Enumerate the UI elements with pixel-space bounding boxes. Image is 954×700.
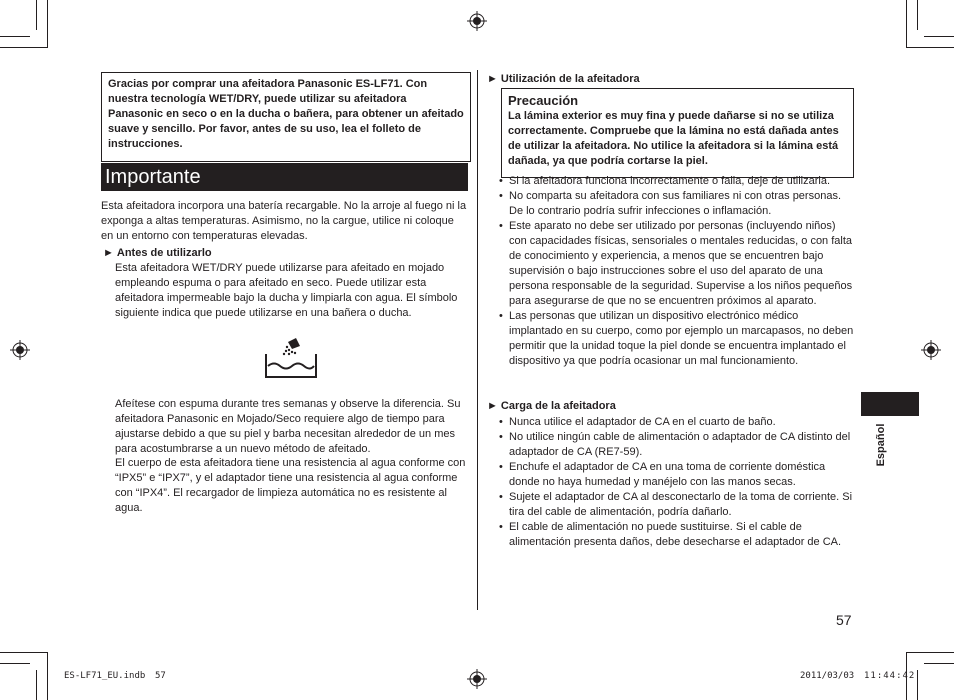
crop-mark [47, 0, 48, 48]
crop-mark [0, 652, 48, 653]
list-item: • El cable de alimentación no puede sustituirse. Si el cable de alimentación presenta daños, debe desecharse el adaptador de CA. [499, 520, 855, 550]
column-divider [477, 70, 478, 610]
section-title: Importante [101, 163, 468, 191]
crop-mark [36, 0, 37, 30]
crop-mark [47, 652, 48, 700]
list-item: • Enchufe el adaptador de CA en una toma de corriente doméstica donde no haya humedad y manéjelo con las manos secas. [499, 460, 855, 490]
charge-bullet-list [499, 415, 855, 550]
list-item: • Sujete el adaptador de CA al desconectarlo de la toma de corriente. Si tira del cable de alimentación, podría dañarlo. [499, 490, 855, 520]
list-item: • Si la afeitadora funciona incorrectamente o falla, deje de utilizarla. [499, 174, 855, 189]
footer-date: 2011/03/03 [800, 671, 855, 681]
use-bullet-list [499, 174, 855, 369]
use-heading [487, 72, 847, 87]
water-resistance-paragraph: El cuerpo de esta afeitadora tiene una resistencia al agua conforme con “IPX5” e “IPX7”, y el adaptador tiene una resistencia al agua conforme con “IPX4”. El recargador de limpieza automática no es resistente al agua. [115, 457, 466, 514]
list-item: • Las personas que utilizan un dispositivo electrónico médico implantado en su cuerpo, como por ejemplo un marcapasos, no deben permitir que la unidad toque la piel donde se encuentra implantado el dispositivo ya que podría ocasionar un mal funcionamiento. [499, 309, 855, 369]
bath-shower-symbol-icon [262, 336, 320, 380]
list-item: • Nunca utilice el adaptador de CA en el cuarto de baño. [499, 415, 855, 430]
crop-mark [917, 0, 918, 30]
list-item: • No utilice ningún cable de alimentación o adaptador de CA distinto del adaptador de CA (RE7-59). [499, 430, 855, 460]
crop-mark [906, 0, 907, 48]
crop-mark [924, 663, 954, 664]
footer-file-page: 57 [155, 671, 166, 681]
registration-mark-icon [10, 340, 30, 360]
before-use-label: Antes de utilizarlo [116, 247, 212, 259]
language-tab [861, 392, 919, 416]
crop-mark [0, 663, 30, 664]
crop-mark [917, 670, 918, 700]
crop-mark [0, 47, 48, 48]
footer-time: 11:44:42 [864, 671, 916, 681]
crop-mark [924, 36, 954, 37]
registration-mark-icon [921, 340, 941, 360]
foam-shaving-paragraph: Afeítese con espuma durante tres semanas y observe la diferencia. Su afeitadora Panasonic en Mojado/Seco requiere algo de tiempo para ajustarse debido a que su piel y barba necesitan alrededor de un mes para acostumbrarse a un nuevo método de afeitado. [115, 398, 461, 455]
registration-mark-icon [467, 669, 487, 689]
charge-heading-label: Carga de la afeitadora [500, 400, 616, 412]
caution-box [501, 88, 854, 178]
before-use-text: Esta afeitadora WET/DRY puede utilizarse para afeitado en mojado empleando espuma o para afeitado en seco. Puede utilizar esta afeitadora impermeable bajo la ducha y limpiarla con agua. El símbolo siguiente indica que puede utilizarse en una bañera o ducha. [115, 262, 458, 319]
footer-file: ES-LF71_EU.indb [64, 671, 146, 681]
triangle-marker-icon: ► [487, 400, 498, 412]
caution-title: Precaución [508, 93, 579, 108]
crop-mark [0, 36, 30, 37]
triangle-marker-icon: ► [487, 73, 498, 85]
before-use-heading [103, 246, 463, 261]
registration-mark-icon [467, 11, 487, 31]
crop-mark [906, 47, 954, 48]
charge-heading [487, 399, 847, 414]
language-tab-label: Español [875, 423, 887, 467]
crop-mark [36, 670, 37, 700]
use-heading-label: Utilización de la afeitadora [500, 73, 640, 85]
intro-box [101, 72, 471, 162]
battery-warning-paragraph: Esta afeitadora incorpora una batería recargable. No la arroje al fuego ni la exponga a altas temperaturas. Asimismo, no la cargue, utilice ni coloque en un entorno con temperaturas elevadas. [101, 200, 467, 242]
triangle-marker-icon: ► [103, 247, 114, 259]
list-item: • Este aparato no debe ser utilizado por personas (incluyendo niños) con capacidades físicas, sensoriales o mentales reducidas, o con falta de conocimiento y experiencia, a menos que se encuentren bajo supervisión o bajo instrucciones sobre el uso del aparato de una persona responsable de la seguridad. Supervise a los niños pequeños para asegurarse de que no se encuentren próximos al aparato. [499, 219, 855, 309]
list-item: • No comparta su afeitadora con sus familiares ni con otras personas. De lo contrario podría sufrir infecciones o inflamación. [499, 189, 855, 219]
intro-text: Gracias por comprar una afeitadora Panasonic ES-LF71. Con nuestra tecnología WET/DRY, puede utilizar su afeitadora Panasonic en seco o en la ducha o bañera, para obtener un afeitado suave y sencillo. Por favor, antes de su uso, lea el folleto de instrucciones. [108, 78, 464, 150]
page-number: 57 [836, 612, 852, 628]
caution-body: La lámina exterior es muy fina y puede dañarse si no se utiliza correctamente. Compruebe que la lámina no está dañada antes de utilizar la afeitadora. No utilice la afeitadora si la lámina está dañada, ya que podría cortarse la piel. [508, 110, 839, 167]
crop-mark [906, 652, 954, 653]
